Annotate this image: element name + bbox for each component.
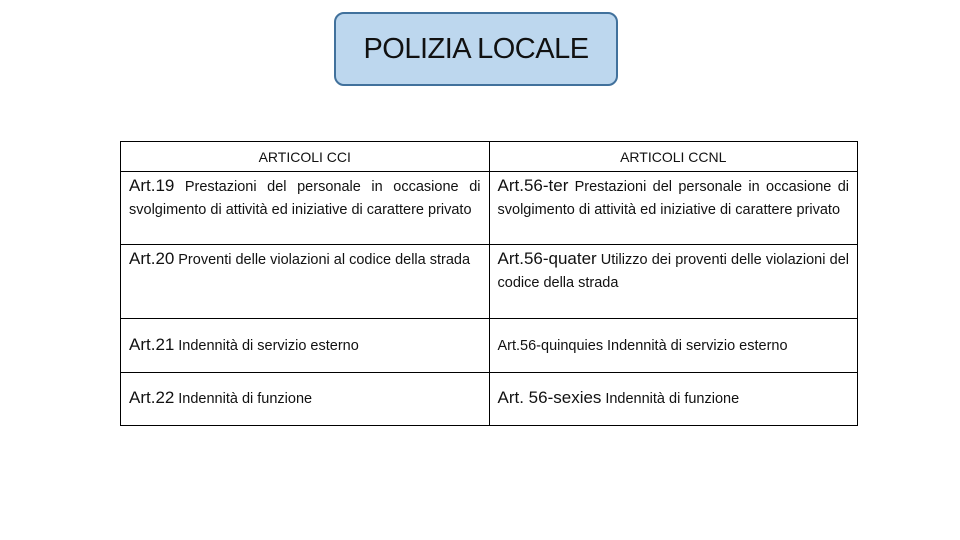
ccnl-article: Art.56-ter <box>497 176 569 195</box>
ccnl-article: Art.56-quater <box>497 249 597 268</box>
articles-table <box>120 141 858 426</box>
cci-article: Art.19 <box>129 176 175 195</box>
cci-description: Indennità di funzione <box>178 391 313 407</box>
title-box <box>334 12 618 86</box>
cci-description: Indennità di servizio esterno <box>178 337 359 354</box>
table-row <box>121 245 858 319</box>
ccnl-description: Indennità di servizio esterno <box>606 337 788 354</box>
table-row <box>121 373 858 426</box>
ccnl-cell <box>489 373 858 426</box>
ccnl-description: Indennità di funzione <box>605 391 740 407</box>
page-title: POLIZIA LOCALE <box>363 32 589 65</box>
header-cci: ARTICOLI CCI <box>121 142 490 172</box>
header-ccnl: ARTICOLI CCNL <box>489 142 858 172</box>
ccnl-cell <box>489 319 858 373</box>
ccnl-description: Prestazioni del personale in occasione di svolgimento di attività ed iniziative di carattere privato <box>497 179 849 218</box>
cci-cell <box>121 319 490 373</box>
table-row <box>121 172 858 245</box>
cci-article: Art.22 <box>129 388 175 407</box>
ccnl-article: Art.56-quinquies <box>497 337 604 354</box>
ccnl-cell <box>489 172 858 245</box>
cci-description: Prestazioni del personale in occasione di svolgimento di attività ed iniziative di carattere privato <box>129 179 481 218</box>
ccnl-cell <box>489 245 858 319</box>
cci-cell <box>121 373 490 426</box>
table-row <box>121 319 858 373</box>
cci-description: Proventi delle violazioni al codice della strada <box>178 252 471 268</box>
ccnl-description: Utilizzo dei proventi delle violazioni del codice della strada <box>497 252 849 291</box>
ccnl-article: Art. 56-sexies <box>497 388 602 407</box>
cci-article: Art.20 <box>129 249 175 268</box>
table-header-row <box>121 142 858 172</box>
cci-article: Art.21 <box>129 334 175 354</box>
cci-cell <box>121 172 490 245</box>
cci-cell <box>121 245 490 319</box>
